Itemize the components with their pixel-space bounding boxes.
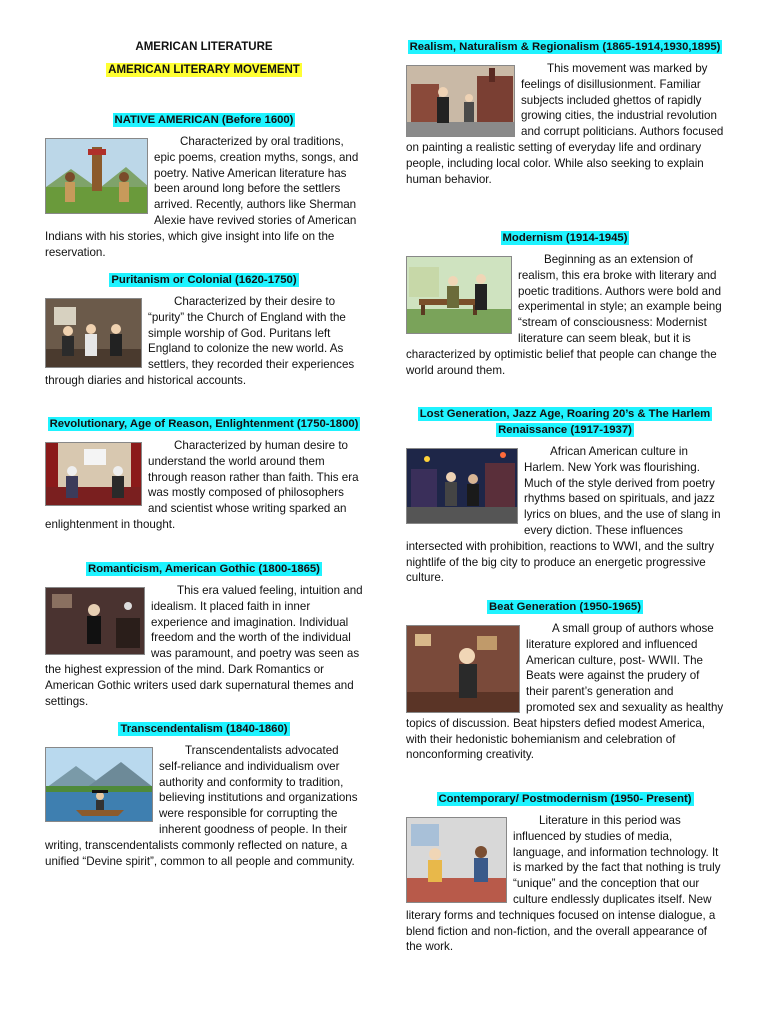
section-heading: Transcendentalism (1840-1860) <box>120 723 288 735</box>
section-postmodernism <box>406 791 724 955</box>
section-heading: NATIVE AMERICAN (Before 1600) <box>114 114 294 126</box>
section-body: Characterized by human desire to understand the world around them through reason rather than faith. This era was mostly composed of philosophers and scientist whose writing sparked an enlightenment in thought. <box>45 439 359 531</box>
section-heading: Lost Generation, Jazz Age, Roaring 20’s & The Harlem Renaissance (1917-1937) <box>419 408 711 436</box>
section-body: A small group of authors whose literature explored and influenced American culture, post- WWII. The Beats were against the prudery of their parent’s generation and promoted sex and sexuality as healthy topics of discussion. Beat hipsters defied modest America, with their hedonistic bohemianism and celebration of nonconforming creativity. <box>406 622 724 762</box>
section-body: Literature in this period was influenced by studies of media, language, and information technology. It is marked by the fact that nothing is truly “unique” and the conception that our culture endlessly duplicates itself. New literary forms and techniques focused on intense dialogue, a blend fiction and non-fiction, and the overall appearance of the work. <box>406 814 721 954</box>
section-body: African American culture in Harlem. New York was flourishing. Much of the style derived from poetry rhythms based on spirituals, and jazz lyrics on blues, and the use of slang in every diction. These influences intersected with prohibition, reactions to WWI, and the sultry nightlife of the big city to produce an energetic progressive culture. <box>406 445 721 585</box>
section-native-american <box>45 112 363 260</box>
section-body: Transcendentalists advocated self-reliance and individualism over authority and conformity to tradition, believing institutions and organizations were responsible for corrupting the inherent goodness of people. In their writing, transcendentalists commonly reflected on nature, a unified “Devine spirit”, common to all people and community. <box>45 744 358 868</box>
beat-illustration <box>406 625 520 713</box>
section-transcendentalism <box>45 721 363 869</box>
section-heading: Puritanism or Colonial (1620-1750) <box>111 274 297 286</box>
section-realism <box>406 39 724 187</box>
section-body: Characterized by their desire to “purity” the Church of England with the simple worship of God. Puritans left England to colonize the new world. As settlers, they recorded their experiences through diaries and historical accounts. <box>45 295 355 387</box>
section-body: This era valued feeling, intuition and idealism. It placed faith in inner experience and imagination. Individual freedom and the worth of the individual was paramount, and poetry was seen as the highest expression of the mind. Dark Romantics or American Gothic writers used dark supernatural themes and settings. <box>45 584 363 708</box>
section-enlightenment <box>45 416 363 533</box>
native-american-illustration <box>45 138 148 214</box>
section-heading: Revolutionary, Age of Reason, Enlightenment (1750-1800) <box>49 418 359 430</box>
realism-illustration <box>406 65 515 137</box>
section-heading: Contemporary/ Postmodernism (1950- Present) <box>438 793 692 805</box>
gothic-illustration <box>45 587 145 655</box>
section-heading: Romanticism, American Gothic (1800-1865) <box>88 563 320 575</box>
section-heading: Realism, Naturalism & Regionalism (1865-1914,1930,1895) <box>409 41 721 53</box>
section-heading: Beat Generation (1950-1965) <box>489 601 641 613</box>
harlem-illustration <box>406 448 518 524</box>
document-title: AMERICAN LITERATURE <box>135 41 273 53</box>
postmodern-illustration <box>406 817 507 903</box>
section-heading: Modernism (1914-1945) <box>502 232 628 244</box>
section-beat-generation <box>406 599 724 763</box>
enlightenment-illustration <box>45 442 142 506</box>
section-harlem-renaissance <box>406 406 724 586</box>
puritan-illustration <box>45 298 142 368</box>
section-puritanism <box>45 272 363 389</box>
document-subtitle <box>45 63 363 79</box>
modernism-illustration <box>406 256 512 334</box>
section-body: Beginning as an extension of realism, this era broke with literary and poetic traditions. Authors were bold and experimental in style; an example being “stream of consciousness: Modernist literature can seem bleak, but it is characterized by optimistic belief that people can change the world around them. <box>406 253 722 377</box>
subtitle-highlight: AMERICAN LITERARY MOVEMENT <box>108 64 300 76</box>
section-body: This movement was marked by feelings of disillusionment. Familiar subjects included ghettos of rapidly growing cities, the industrial revolution and corrupt politicians. Authors focused on painting a realistic setting of everyday life and ordinary people, including local color. While also seeking to explain human behavior. <box>406 62 724 186</box>
section-romanticism <box>45 561 363 709</box>
transcendentalism-illustration <box>45 747 153 822</box>
section-body: Characterized by oral traditions, epic poems, creation myths, songs, and poetry. Native American literature has been around long before the settlers arrived. Recently, authors like Sherman Alexie have revived stories of American Indians with his stories, which give insight into life on the reservation. <box>45 135 359 259</box>
section-modernism <box>406 230 724 378</box>
